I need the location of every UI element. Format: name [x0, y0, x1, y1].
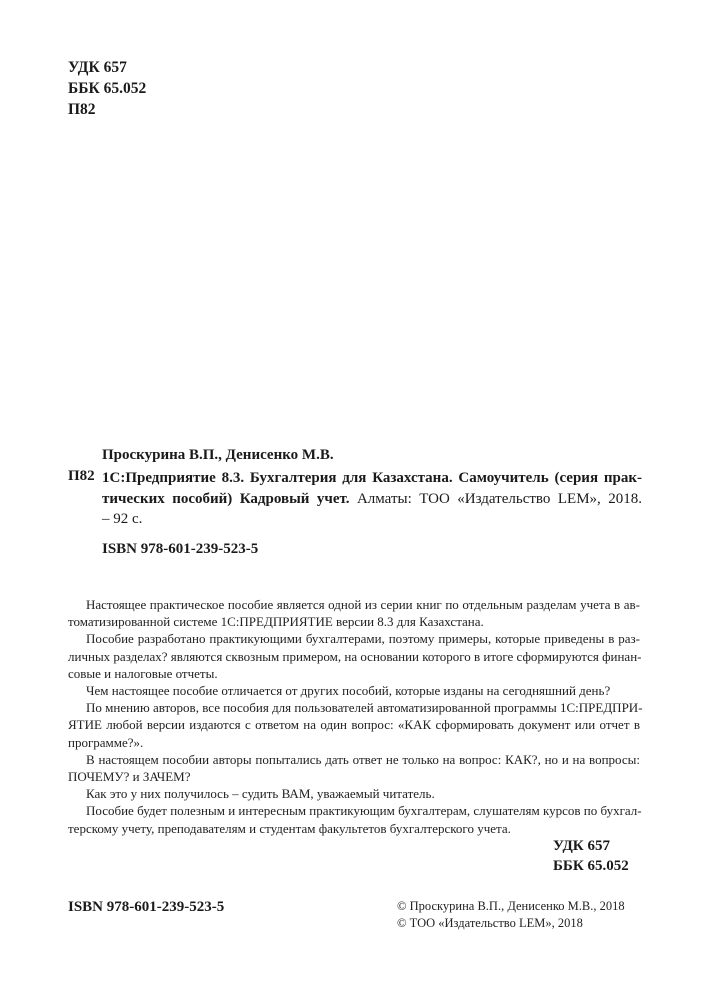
bibliographic-description: [102, 468, 642, 530]
bib-title-line-2-bold: тических пособий) Кадровый учет.: [102, 490, 350, 507]
isbn-footer: ISBN 978-601-239-523-5: [68, 899, 225, 915]
udk-code: УДК 657: [68, 59, 127, 76]
annotation-line: ПОЧЕМУ? и ЗАЧЕМ?: [68, 769, 191, 785]
classification-codes-bottom: [553, 836, 629, 876]
bbk-code: ББК 65.052: [68, 80, 147, 97]
copyright-authors: © Проскурина В.П., Денисенко М.В., 2018: [397, 899, 625, 913]
classification-codes-top: [68, 57, 146, 120]
annotation-line: Пособие разработано практикующими бухгалтерами, поэтому примеры, которые приведены в раз-: [86, 631, 640, 647]
annotation-line: Пособие будет полезным и интересным практикующим бухгалтерам, слушателям курсов по бухгал-: [86, 803, 642, 819]
annotation-line: программе?».: [68, 734, 144, 750]
bib-title-line-1: 1С:Предприятие 8.3. Бухгалтерия для Казахстана. Самоучитель (серия прак-: [102, 470, 642, 486]
bib-pages: – 92 с.: [102, 511, 143, 527]
annotation-line: совые и налоговые отчеты.: [68, 665, 218, 681]
bib-title-line-2: [102, 489, 642, 510]
copyright-publisher: © ТОО «Издательство LEM», 2018: [397, 916, 583, 930]
annotation-line: В настоящем пособии авторы попытались дать ответ не только на вопрос: КАК?, но и на вопросы:: [86, 751, 640, 767]
annotation-line: По мнению авторов, все пособия для пользователей автоматизированной программы 1С:ПРЕДПРИ-: [86, 700, 643, 716]
author-code: П82: [68, 101, 96, 118]
annotation-line: Как это у них получилось – судить ВАМ, уважаемый читатель.: [86, 786, 435, 802]
annotation: [68, 596, 643, 837]
annotation-line: томатизированной системе 1С:ПРЕДПРИЯТИЕ версии 8.3 для Казахстана.: [68, 614, 484, 630]
bib-publisher: Алматы: ТОО «Издательство LEM», 2018.: [349, 490, 642, 507]
annotation-line: терскому учету, преподавателям и студентам факультетов бухгалтерского учета.: [68, 820, 511, 836]
copyright-block: [397, 898, 625, 932]
isbn-record: ISBN 978-601-239-523-5: [102, 541, 259, 557]
authors: Проскурина В.П., Денисенко М.В.: [102, 447, 334, 463]
annotation-line: Чем настоящее пособие отличается от других пособий, которые изданы на сегодняшний день?: [86, 683, 611, 699]
annotation-line: Настоящее практическое пособие является одной из серии книг по отдельным разделам учета в ав-: [86, 597, 640, 612]
record-author-code: П82: [68, 468, 95, 484]
udk-code-bottom: УДК 657: [553, 838, 610, 854]
annotation-line: личных разделах? являются сквозным примером, на основании которого в итоге сформируются финан-: [68, 648, 642, 664]
annotation-line: ЯТИЕ любой версии издаются с ответом на один вопрос: «КАК сформировать документ или отчет в: [68, 717, 640, 733]
bbk-code-bottom: ББК 65.052: [553, 858, 629, 874]
